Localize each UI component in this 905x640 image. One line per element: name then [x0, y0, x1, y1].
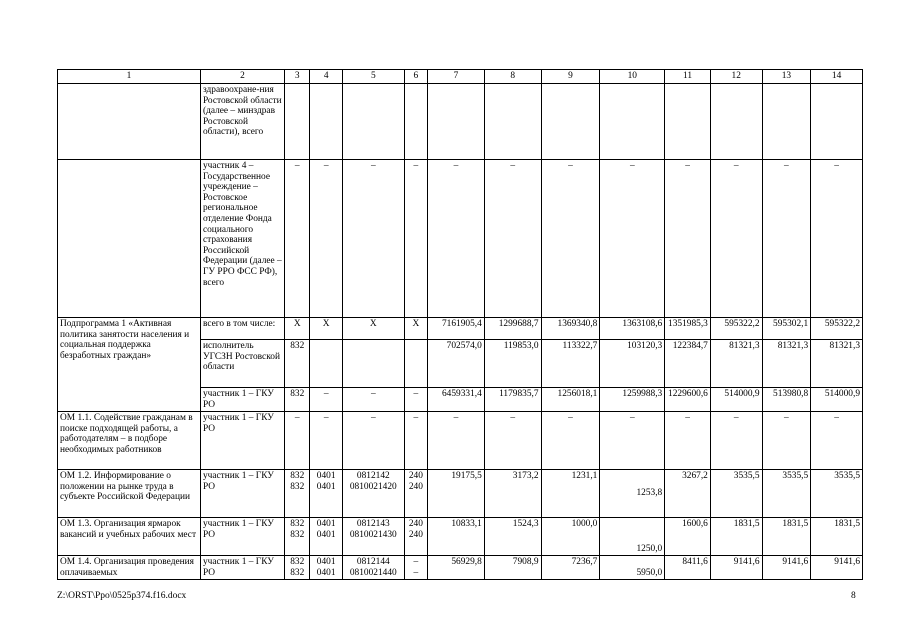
value-cell: – [710, 412, 762, 470]
code-cell: 0401 0401 [310, 518, 342, 556]
table-row [58, 160, 863, 318]
value-cell: – [342, 388, 404, 412]
value-cell: 514000,9 [811, 388, 863, 412]
value-cell: – [600, 412, 665, 470]
value-cell: 7161905,4 [428, 318, 485, 340]
value-cell: – [428, 160, 485, 318]
program-cell: Подпрограмма 1 «Активная политика занятости населения и социальная поддержка безработных граждан» [58, 318, 201, 412]
value-cell: 9141,6 [762, 556, 811, 580]
code-cell: 832 832 [285, 518, 310, 556]
program-cell [58, 160, 201, 318]
value-cell: – [404, 160, 427, 318]
value-cell: 122384,7 [665, 340, 711, 388]
header-cell: 8 [484, 70, 541, 84]
value-cell: 19175,5 [428, 470, 485, 518]
header-cell: 1 [58, 70, 201, 84]
value-cell: – [342, 412, 404, 470]
value-cell: 1259988,3 [600, 388, 665, 412]
value-cell: – [665, 160, 711, 318]
value-cell: – [811, 412, 863, 470]
value-cell: 5950,0 [600, 556, 665, 580]
executor-cell: здравоохране-ния Ростовской области (далее – минздрав Ростовской области), всего [200, 84, 284, 160]
value-cell: 1231,1 [541, 470, 600, 518]
program-cell: ОМ 1.1. Содействие гражданам в поиске подходящей работы, а работодателям – в подборе необходимых работников [58, 412, 201, 470]
code-cell: 0812142 0810021420 [342, 470, 404, 518]
code-cell: 240 240 [404, 518, 427, 556]
value-cell: 513980,8 [762, 388, 811, 412]
table-row [58, 556, 863, 580]
value-cell: Х [310, 318, 342, 340]
value-cell: Х [404, 318, 427, 340]
value-cell: – [310, 388, 342, 412]
value-cell: – [484, 160, 541, 318]
program-cell: ОМ 1.4. Организация проведения оплачиваемых [58, 556, 201, 580]
executor-cell: исполнитель УГСЗН Ростовской области [200, 340, 284, 388]
value-cell: – [600, 160, 665, 318]
value-cell: 1229600,6 [665, 388, 711, 412]
executor-cell: участник 1 – ГКУ РО [200, 388, 284, 412]
value-cell: 103120,3 [600, 340, 665, 388]
executor-cell: участник 4 – Государственное учреждение – Ростовское региональное отделение Фонда социального страхования Российской Федерации (далее – ГУ РРО ФСС РФ), всего [200, 160, 284, 318]
value-cell: – [484, 412, 541, 470]
value-cell: – [811, 160, 863, 318]
header-cell: 13 [762, 70, 811, 84]
value-cell: 1831,5 [811, 518, 863, 556]
value-cell: 595322,2 [811, 318, 863, 340]
value-cell: 3267,2 [665, 470, 711, 518]
header-cell: 12 [710, 70, 762, 84]
code-cell: 0812143 0810021430 [342, 518, 404, 556]
value-cell: 1369340,8 [541, 318, 600, 340]
value-cell: 1253,8 [600, 470, 665, 518]
program-cell: ОМ 1.3. Организация ярмарок вакансий и учебных рабочих мест [58, 518, 201, 556]
value-cell: 1250,0 [600, 518, 665, 556]
code-cell: – – [404, 556, 427, 580]
code-cell: 0401 0401 [310, 470, 342, 518]
value-cell: 10833,1 [428, 518, 485, 556]
table-row [58, 84, 863, 160]
executor-cell: участник 1 – ГКУ РО [200, 470, 284, 518]
header-cell: 7 [428, 70, 485, 84]
value-cell: 3535,5 [710, 470, 762, 518]
header-cell: 4 [310, 70, 342, 84]
value-cell: 119853,0 [484, 340, 541, 388]
page-number: 8 [851, 591, 856, 601]
header-cell: 11 [665, 70, 711, 84]
value-cell: – [541, 412, 600, 470]
value-cell: 81321,3 [710, 340, 762, 388]
value-cell: – [310, 412, 342, 470]
value-cell: – [310, 160, 342, 318]
header-cell: 2 [200, 70, 284, 84]
program-cell: ОМ 1.2. Информирование о положении на рынке труда в субъекте Российской Федерации [58, 470, 201, 518]
value-cell: 595322,2 [710, 318, 762, 340]
value-cell: 56929,8 [428, 556, 485, 580]
table-row [58, 518, 863, 556]
table-row [58, 470, 863, 518]
value-cell: – [285, 160, 310, 318]
value-cell: 702574,0 [428, 340, 485, 388]
value-cell: 8411,6 [665, 556, 711, 580]
header-cell: 14 [811, 70, 863, 84]
value-cell: 81321,3 [762, 340, 811, 388]
value-cell: 1831,5 [710, 518, 762, 556]
value-cell: – [541, 160, 600, 318]
value-cell: 514000,9 [710, 388, 762, 412]
value-cell: – [342, 160, 404, 318]
value-cell: 3173,2 [484, 470, 541, 518]
footer-file-path: Z:\ORST\Ppo\0525p374.f16.docx [57, 591, 187, 601]
header-cell: 9 [541, 70, 600, 84]
value-cell: 3535,5 [811, 470, 863, 518]
value-cell: 81321,3 [811, 340, 863, 388]
value-cell: – [665, 412, 711, 470]
header-cell: 3 [285, 70, 310, 84]
header-cell: 6 [404, 70, 427, 84]
code-cell: 832 832 [285, 556, 310, 580]
value-cell: – [285, 412, 310, 470]
value-cell: Х [342, 318, 404, 340]
executor-cell: участник 1 – ГКУ РО [200, 412, 284, 470]
executor-cell: участник 1 – ГКУ РО [200, 518, 284, 556]
table-row [58, 318, 863, 340]
value-cell: 1179835,7 [484, 388, 541, 412]
value-cell: 6459331,4 [428, 388, 485, 412]
value-cell: 113322,7 [541, 340, 600, 388]
executor-cell: всего в том числе: [200, 318, 284, 340]
value-cell: 832 [285, 340, 310, 388]
budget-table [57, 69, 863, 580]
code-cell: 0401 0401 [310, 556, 342, 580]
header-cell: 5 [342, 70, 404, 84]
value-cell: – [428, 412, 485, 470]
code-cell: 832 832 [285, 470, 310, 518]
value-cell [342, 340, 404, 388]
value-cell: 595302,1 [762, 318, 811, 340]
value-cell: 1600,6 [665, 518, 711, 556]
value-cell: 832 [285, 388, 310, 412]
value-cell: 1351985,3 [665, 318, 711, 340]
value-cell: 1000,0 [541, 518, 600, 556]
value-cell: – [710, 160, 762, 318]
value-cell: 1524,3 [484, 518, 541, 556]
header-cell: 10 [600, 70, 665, 84]
value-cell: – [762, 412, 811, 470]
value-cell: Х [285, 318, 310, 340]
value-cell: – [762, 160, 811, 318]
executor-cell: участник 1 – ГКУ РО [200, 556, 284, 580]
table-row [58, 412, 863, 470]
value-cell: 7236,7 [541, 556, 600, 580]
value-cell [310, 340, 342, 388]
value-cell: – [404, 412, 427, 470]
value-cell: 1831,5 [762, 518, 811, 556]
value-cell [404, 340, 427, 388]
value-cell: 1299688,7 [484, 318, 541, 340]
code-cell: 240 240 [404, 470, 427, 518]
value-cell: 9141,6 [811, 556, 863, 580]
code-cell: 0812144 0810021440 [342, 556, 404, 580]
value-cell: 1363108,6 [600, 318, 665, 340]
header-row [58, 70, 863, 84]
value-cell: 9141,6 [710, 556, 762, 580]
value-cell: – [404, 388, 427, 412]
value-cell: 1256018,1 [541, 388, 600, 412]
value-cell: 7908,9 [484, 556, 541, 580]
value-cell: 3535,5 [762, 470, 811, 518]
program-cell [58, 84, 201, 160]
